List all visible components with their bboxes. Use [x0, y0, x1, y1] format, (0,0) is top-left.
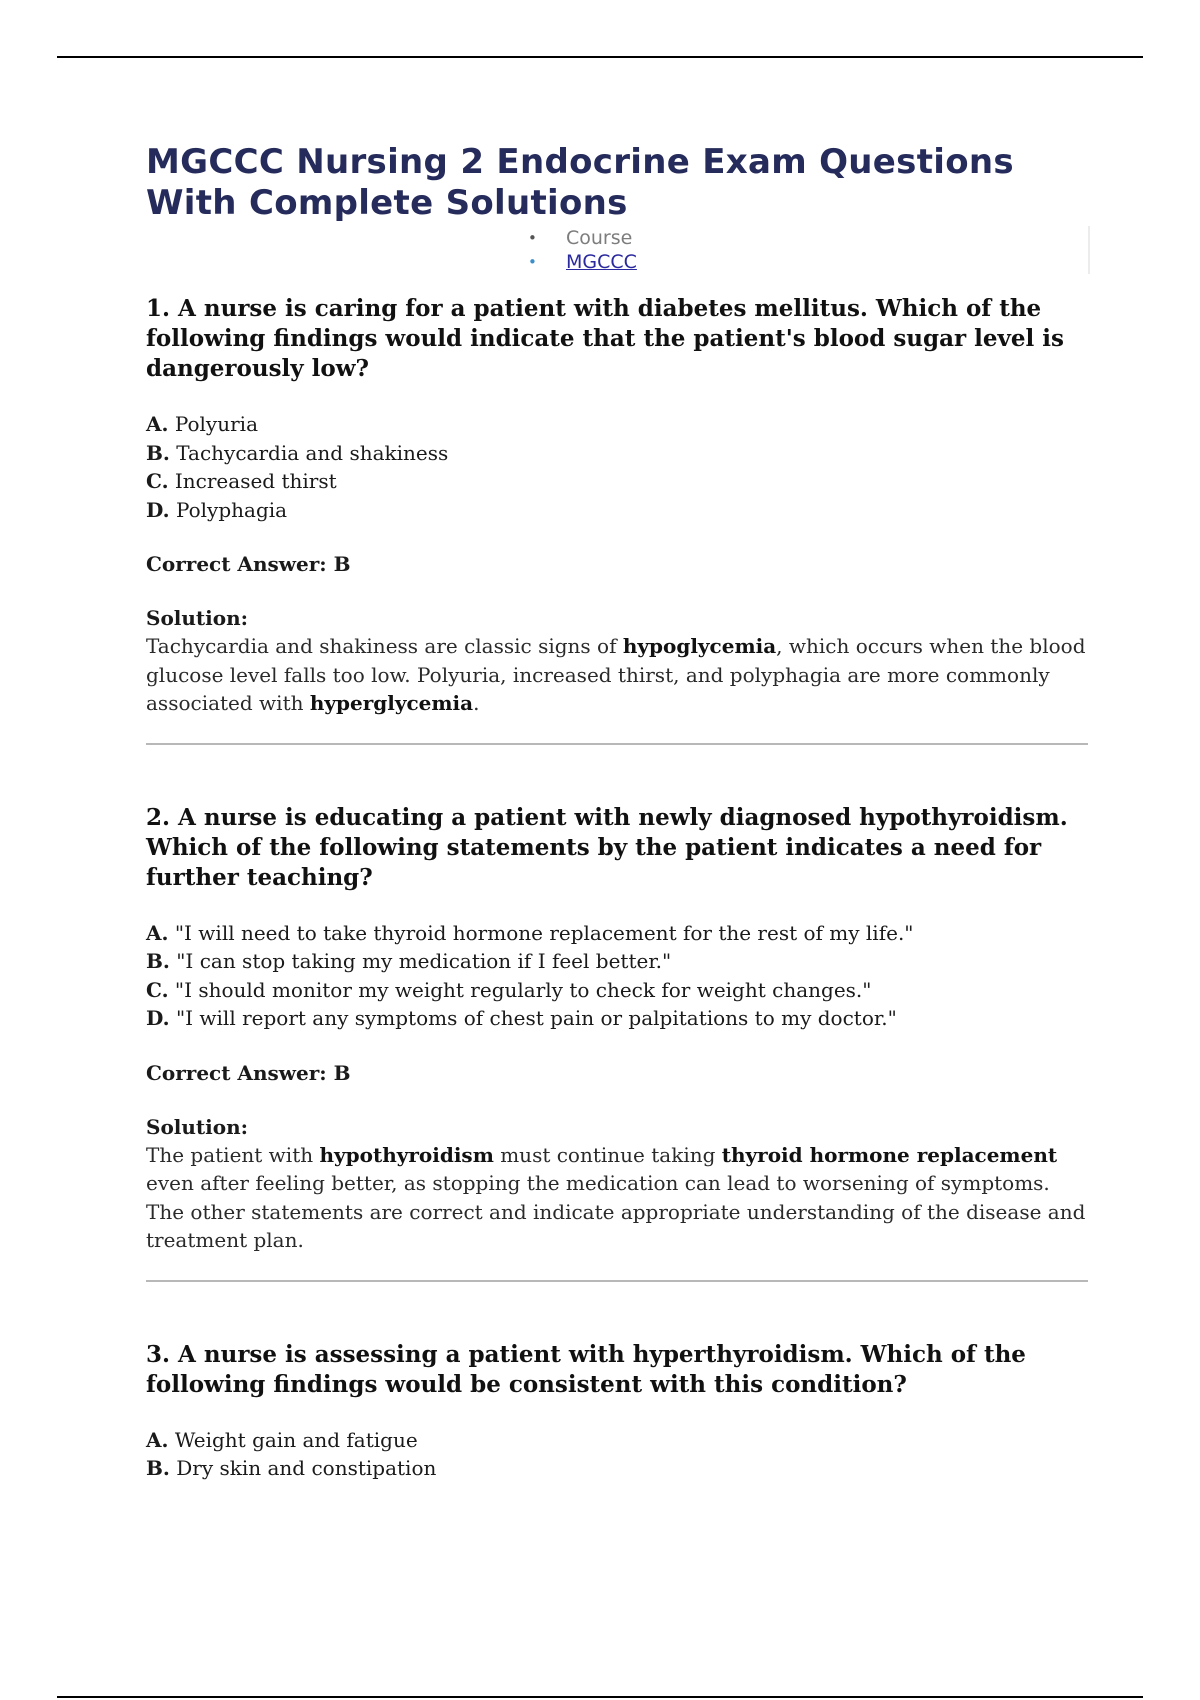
- option-letter: B.: [146, 440, 170, 465]
- meta-divider: [1088, 226, 1090, 274]
- question-text: 2. A nurse is educating a patient with newly diagnosed hypothyroidism. Which of the following statements by the patient indicates a need for further teaching?: [146, 803, 1068, 891]
- options-list: [146, 919, 1088, 1033]
- solution-label: Solution:: [146, 606, 249, 630]
- solution-term: hypothyroidism: [319, 1142, 494, 1167]
- section-divider: [146, 743, 1088, 745]
- bottom-rule: [57, 1696, 1143, 1698]
- option-text: Weight gain and fatigue: [168, 1427, 418, 1452]
- question-text: 1. A nurse is caring for a patient with diabetes mellitus. Which of the following findings would indicate that the patient's blood sugar level is dangerously low?: [146, 295, 1064, 382]
- solution-label: Solution:: [146, 1114, 249, 1139]
- option-letter: A.: [146, 920, 169, 945]
- options-list: [146, 410, 1088, 524]
- option-a: [146, 1426, 1088, 1455]
- course-link-item: [566, 250, 637, 274]
- option-d: [146, 1004, 1088, 1033]
- question-2: [146, 803, 1088, 1282]
- solution-term: hyperglycemia: [309, 691, 474, 715]
- course-breadcrumb: [146, 226, 1088, 276]
- solution-term: hypoglycemia: [622, 634, 777, 658]
- solution-term: thyroid hormone replacement: [721, 1142, 1058, 1167]
- solution-part: The patient with: [146, 1142, 320, 1167]
- document-body: [146, 142, 1088, 1483]
- solution-part: Tachycardia and shakiness are classic signs of: [146, 634, 623, 658]
- option-text: Dry skin and constipation: [169, 1456, 437, 1480]
- option-c: [146, 976, 1088, 1005]
- option-letter: D.: [146, 1006, 170, 1030]
- top-rule: [57, 56, 1143, 58]
- question-text: 3. A nurse is assessing a patient with hyperthyroidism. Which of the following findings would be consistent with this condition?: [146, 1340, 1026, 1398]
- correct-answer: Correct Answer: B: [146, 552, 351, 576]
- solution-part: , which occurs when the blood glucose level falls too low. Polyuria, increased thirst, and polyphagia are more commonly associated with: [146, 634, 1086, 715]
- option-a: [146, 410, 1088, 439]
- option-c: [146, 467, 1088, 496]
- option-b: [146, 439, 1088, 468]
- option-b: [146, 1454, 1088, 1483]
- option-text: Polyphagia: [169, 497, 288, 522]
- solution-part: even after feeling better, as stopping the medication can lead to worsening of symptoms. The other statements are correct and indicate appropriate understanding of the disease and treatment plan.: [146, 1171, 1086, 1252]
- page-title: MGCCC Nursing 2 Endocrine Exam Questions With Complete Solutions: [146, 142, 1014, 223]
- question-1: [146, 294, 1088, 745]
- option-letter: C.: [146, 469, 169, 493]
- option-text: "I should monitor my weight regularly to check for weight changes.": [168, 977, 872, 1002]
- option-text: "I will report any symptoms of chest pain or palpitations to my doctor.": [169, 1006, 897, 1030]
- option-letter: D.: [146, 497, 170, 522]
- solution-part: .: [473, 691, 480, 715]
- option-letter: B.: [146, 1456, 170, 1480]
- option-letter: A.: [146, 412, 169, 436]
- option-text: "I can stop taking my medication if I feel better.": [169, 949, 672, 973]
- solution-part: must continue taking: [493, 1142, 722, 1167]
- option-text: "I will need to take thyroid hormone replacement for the rest of my life.": [168, 920, 914, 945]
- option-letter: C.: [146, 977, 169, 1002]
- option-b: [146, 947, 1088, 976]
- question-3: [146, 1340, 1088, 1483]
- course-label: • Course: [566, 226, 632, 250]
- correct-answer: Correct Answer: B: [146, 1060, 351, 1085]
- option-text: Tachycardia and shakiness: [169, 440, 449, 465]
- section-divider: [146, 1280, 1088, 1282]
- option-letter: A.: [146, 1427, 169, 1452]
- course-link[interactable]: MGCCC: [566, 251, 637, 273]
- option-text: Increased thirst: [168, 469, 337, 493]
- solution-text: [146, 632, 1088, 718]
- options-list: [146, 1426, 1088, 1483]
- option-text: Polyuria: [168, 412, 258, 436]
- option-letter: B.: [146, 949, 170, 973]
- option-a: [146, 919, 1088, 948]
- option-d: [146, 496, 1088, 525]
- solution-text: [146, 1141, 1088, 1255]
